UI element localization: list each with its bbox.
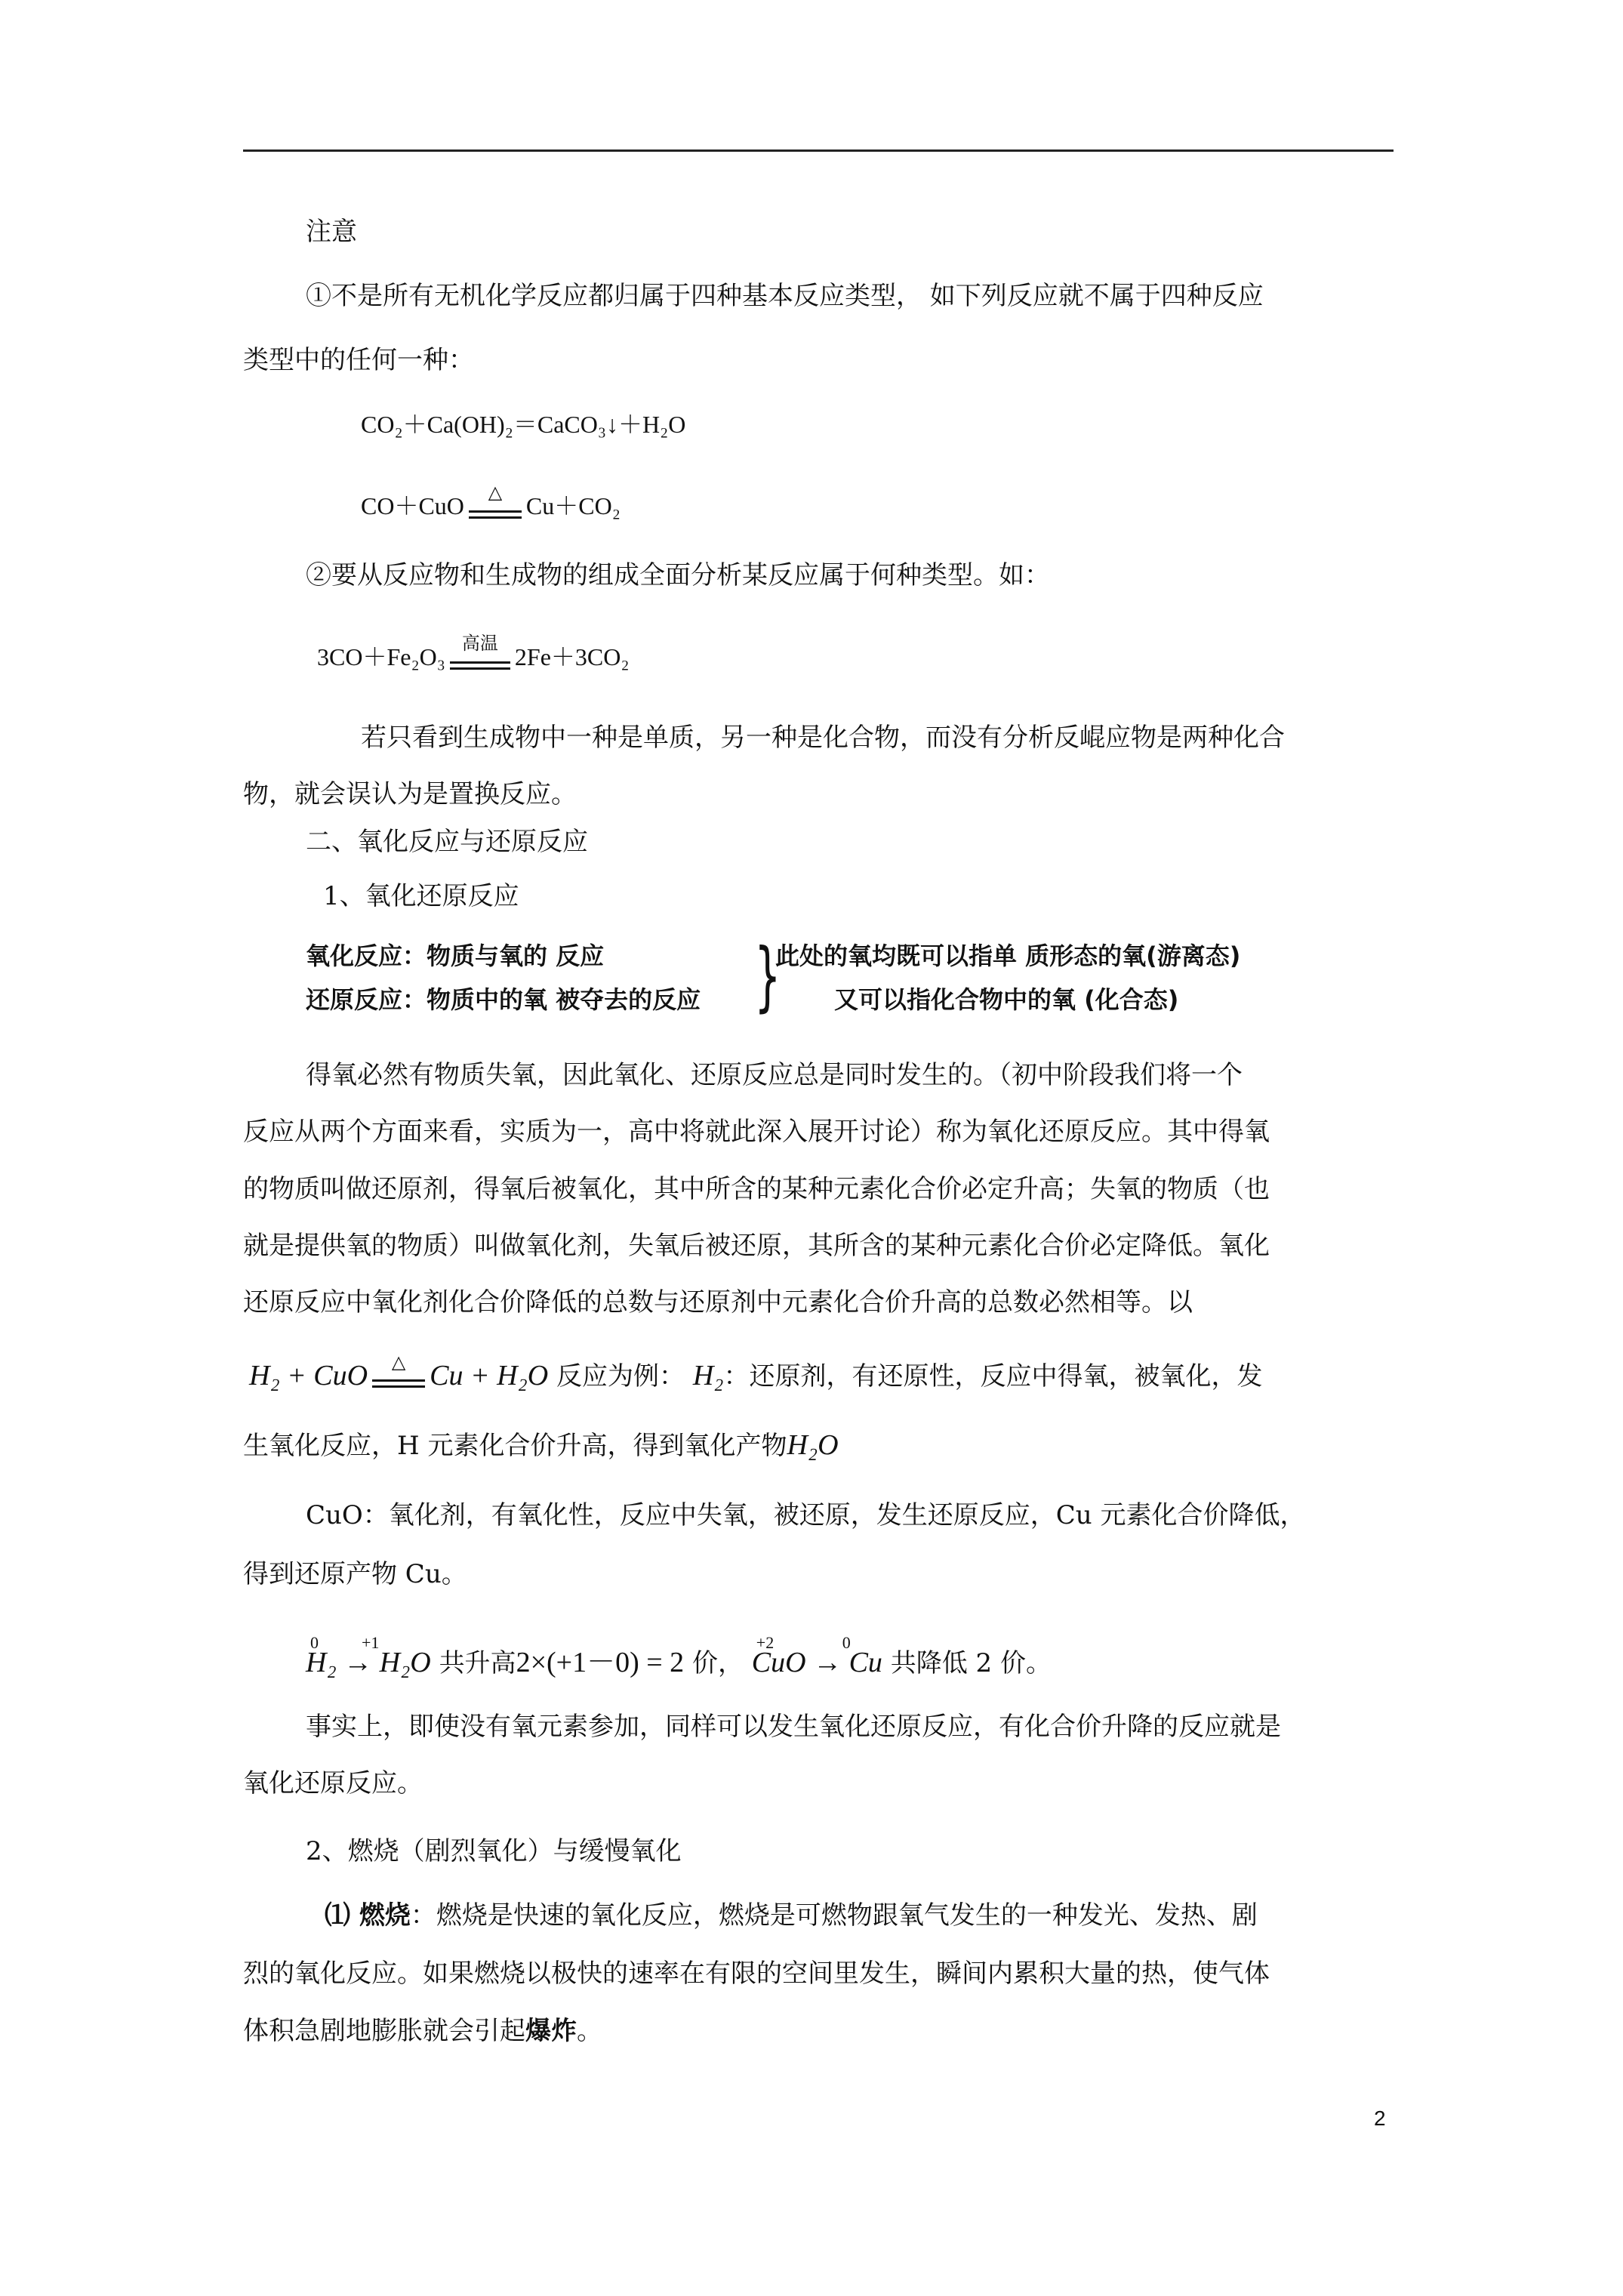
paragraph-5b — [243, 1428, 839, 1462]
paragraph-3b: 物，就会误认为是置换反应。 — [243, 779, 577, 809]
formula-h2-cuo: H₂ + CuO — [249, 1360, 368, 1391]
condition-arrow — [469, 482, 522, 524]
paragraph-4c: 的物质叫做还原剂，得氧后被氧化，其中所含的某种元素化合价必定升高；失氧的物质（也 — [243, 1174, 1270, 1204]
paragraph-7a: 事实上，即使没有氧元素参加，同样可以发生氧化还原反应，有化合价升降的反应就是 — [306, 1712, 1281, 1742]
h2-description-cont: 生氧化反应，H 元素化合价升高，得到氧化产物 — [243, 1431, 787, 1461]
oxidation-definition: 氧化反应：物质与氧的 反应 — [306, 942, 605, 970]
valence-label-h2: 0 — [310, 1633, 319, 1652]
equation-3-left: 3CO＋Fe₂O₃ — [317, 643, 445, 670]
rise-calculation: 2×(+1－0) = 2 — [516, 1647, 685, 1678]
paragraph-2: ②要从反应物和生成物的组成全面分析某反应属于何种类型。如： — [306, 560, 1050, 590]
equation-3-right: 2Fe＋3CO₂ — [514, 643, 630, 670]
brace-symbol: } — [754, 932, 781, 1020]
paragraph-7b: 氧化还原反应。 — [243, 1768, 423, 1798]
page-number: 2 — [1374, 2106, 1386, 2130]
paragraph-8b: 烈的氧化反应。如果燃烧以极快的速率在有限的空间里发生，瞬间内累积大量的热，使气体 — [243, 1959, 1270, 1989]
oxygen-note-1: 此处的氧均既可以指单 质形态的氧(游离态) — [775, 942, 1241, 970]
paragraph-5a — [249, 1351, 1263, 1393]
heat-symbol: △ — [488, 482, 503, 503]
paragraph-1a: ①不是所有无机化学反应都归属于四种基本反应类型， 如下列反应就不属于四种反应 — [306, 281, 1264, 311]
valence-unit: 价， — [691, 1648, 744, 1678]
equation-1: CO₂＋Ca(OH)₂＝CaCO₃↓＋H₂O — [361, 411, 686, 438]
header-rule — [243, 149, 1394, 152]
example-label: 反应为例： — [556, 1361, 685, 1391]
paragraph-4b: 反应从两个方面来看，实质为一，高中将就此深入展开讨论）称为氧化还原反应。其中得氧 — [243, 1117, 1270, 1147]
definition-box — [306, 932, 1317, 1025]
formula-h2-to-h2o: 0 +1 H₂ → H₂O — [306, 1646, 431, 1679]
paragraph-6a: CuO：氧化剂，有氧化性，反应中失氧，被还原，发生还原反应，Cu 元素化合价降低， — [306, 1500, 1306, 1530]
valence-change-line — [306, 1633, 1052, 1680]
explosion-term: 爆炸 — [525, 2016, 577, 2046]
equation-3 — [317, 633, 630, 675]
combustion-definition: ：燃烧是快速的氧化反应，燃烧是可燃物跟氧气发生的一种发光、发热、剧 — [410, 1900, 1258, 1931]
formula-cuo-to-cu: +2 0 CuO → Cu — [752, 1646, 882, 1679]
oxygen-note-2: 又可以指化合物中的氧 (化合态) — [834, 985, 1179, 1014]
formula-cu-h2o: Cu + H₂O — [430, 1360, 549, 1391]
condition-arrow — [450, 633, 510, 675]
reduction-definition: 还原反应：物质中的氧 被夺去的反应 — [306, 985, 701, 1014]
paragraph-4e: 还原反应中氧化剂化合价降低的总数与还原剂中元素化合价升高的总数必然相等。以 — [243, 1287, 1193, 1318]
equation-2-right: Cu＋CO₂ — [525, 492, 621, 519]
high-temperature-label: 高温 — [461, 633, 498, 654]
notice-heading: 注意 — [306, 217, 357, 247]
valence-label-cuo: +2 — [756, 1633, 775, 1652]
paragraph-1b: 类型中的任何一种： — [243, 345, 474, 375]
combustion-term: ⑴ 燃烧 — [325, 1900, 411, 1931]
paragraph-8c — [243, 2014, 602, 2048]
condition-arrow — [372, 1351, 425, 1393]
paragraph-4d: 就是提供氧的物质）叫做氧化剂，失氧后被还原，其所含的某种元素化合价必定降低。氧化 — [243, 1231, 1270, 1261]
period: 。 — [577, 2016, 602, 2046]
paragraph-3a: 若只看到生成物中一种是单质，另一种是化合物，而没有分析反崐应物是两种化合 — [361, 723, 1285, 753]
formula-h2: H₂ — [692, 1360, 724, 1391]
valence-label-cu: 0 — [842, 1633, 851, 1652]
formula-h2o: H₂O — [787, 1429, 839, 1461]
subsection-heading-2: 2、燃烧（剧烈氧化）与缓慢氧化 — [306, 1836, 682, 1866]
fall-label: 共降低 2 价。 — [890, 1648, 1052, 1678]
section-heading: 二、氧化反应与还原反应 — [306, 827, 588, 857]
equation-2-left: CO＋CuO — [361, 492, 464, 519]
rise-label: 共升高 — [439, 1648, 516, 1678]
h2-description: ：还原剂，有还原性，反应中得氧，被氧化，发 — [723, 1361, 1263, 1391]
heat-symbol: △ — [391, 1351, 406, 1373]
equation-2 — [361, 482, 621, 524]
paragraph-6b: 得到还原产物 Cu。 — [243, 1559, 467, 1589]
valence-label-h2o: +1 — [362, 1633, 380, 1652]
paragraph-4a: 得氧必然有物质失氧，因此氧化、还原反应总是同时发生的。（初中阶段我们将一个 — [306, 1060, 1243, 1090]
paragraph-8a — [325, 1899, 1258, 1932]
subsection-heading: 1、氧化还原反应 — [323, 881, 519, 911]
explosion-lead: 体积急剧地膨胀就会引起 — [243, 2016, 525, 2046]
